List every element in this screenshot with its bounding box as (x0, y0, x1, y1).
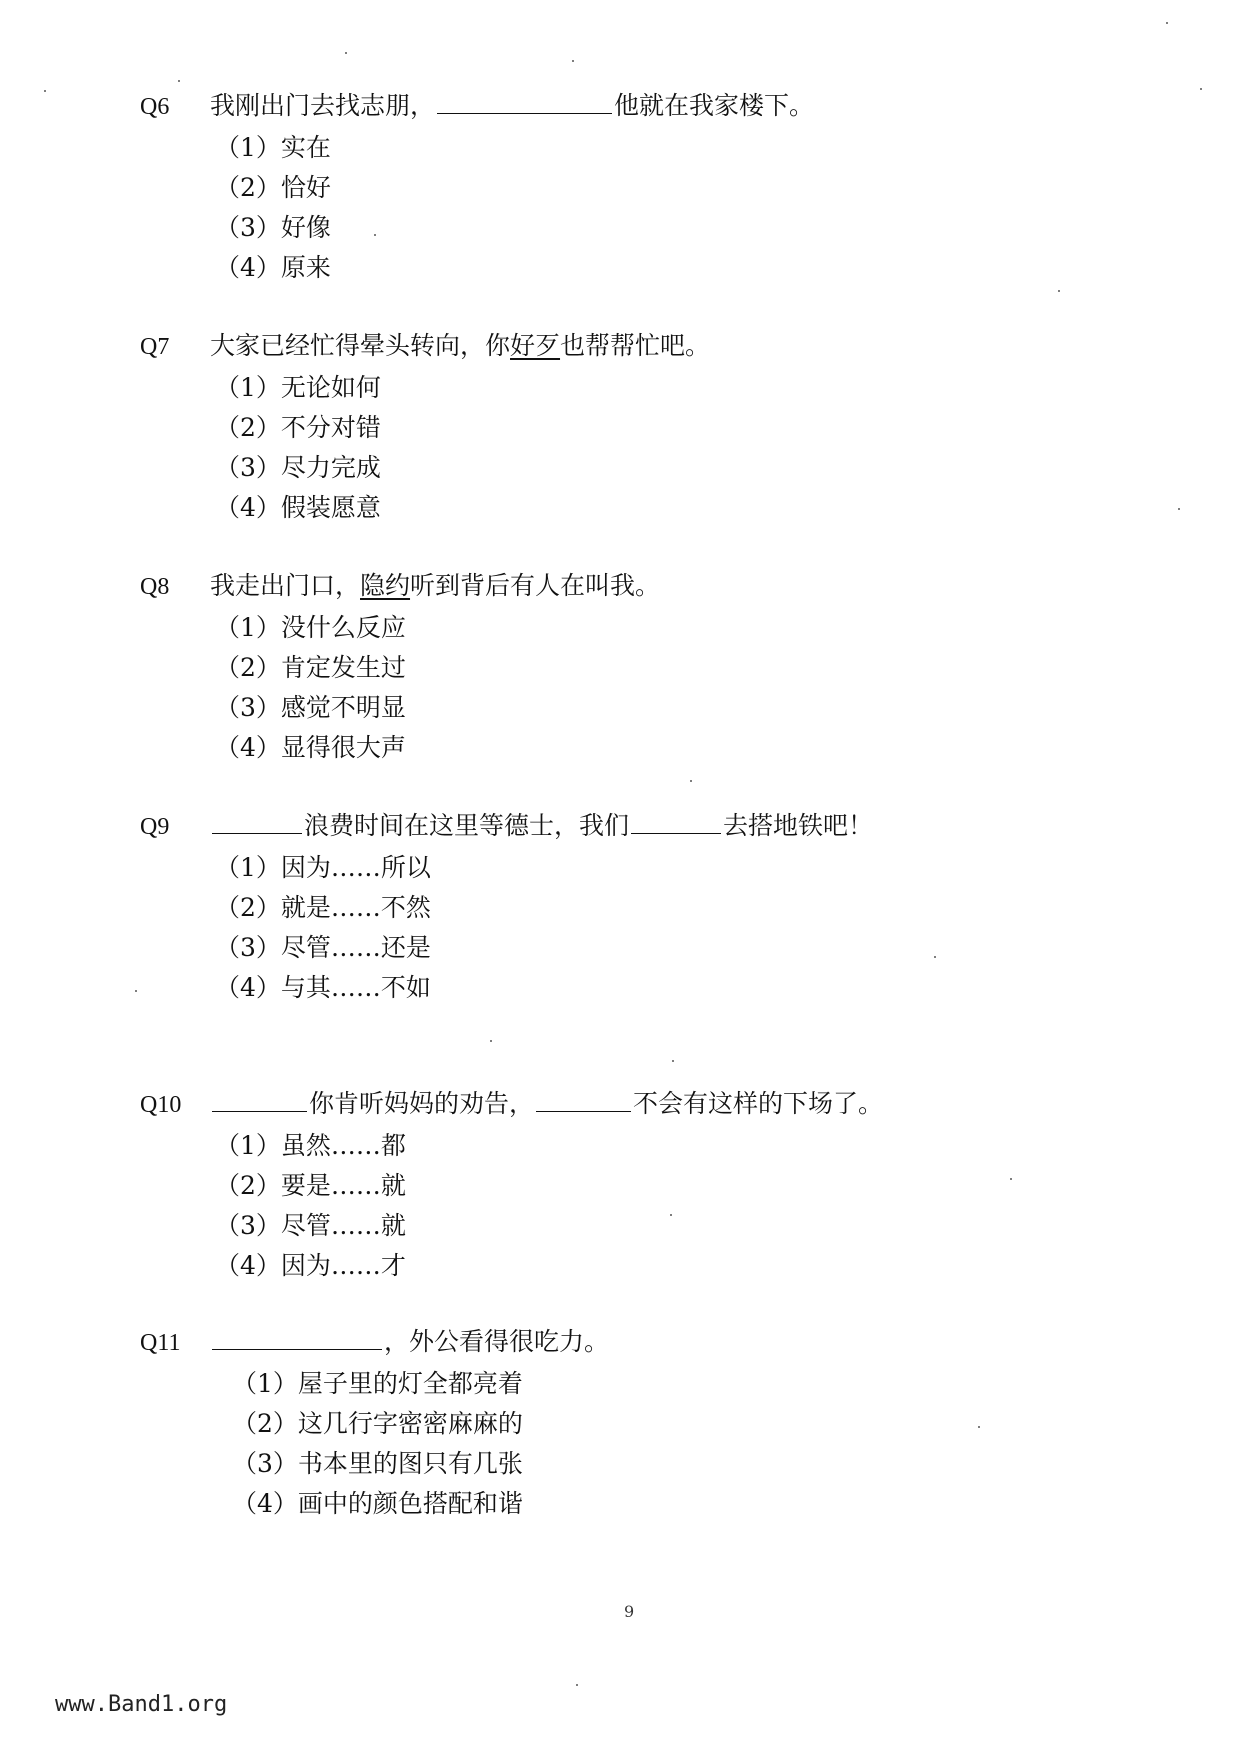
scan-speck (978, 1426, 980, 1428)
answer-blank (437, 91, 612, 115)
question-q10 (140, 1084, 1040, 1284)
question-text: 我走出门口，隐约听到背后有人在叫我。 (210, 571, 661, 600)
question-stem (140, 806, 1040, 846)
option-2: （2）不分对错 (215, 413, 381, 442)
option-4: （4）显得很大声 (215, 733, 406, 762)
question-text: 我刚出门去找志朋， 他就在我家楼下。 (210, 91, 815, 120)
answer-blank (536, 1089, 631, 1113)
option-4: （4）与其……不如 (215, 973, 431, 1002)
option-3: （3）好像 (215, 213, 331, 242)
option-list (215, 1124, 1040, 1284)
scan-speck (490, 1040, 492, 1042)
question-q11 (140, 1322, 1040, 1522)
scan-speck (576, 1684, 578, 1686)
question-stem (140, 1084, 1040, 1124)
question-text: 大家已经忙得晕头转向，你好歹也帮帮忙吧。 (210, 331, 711, 360)
question-number: Q11 (140, 1330, 181, 1356)
question-q7 (140, 326, 1040, 526)
scan-speck (135, 990, 137, 992)
option-3: （3）尽管……就 (215, 1211, 406, 1240)
question-number: Q9 (140, 814, 170, 840)
answer-blank (212, 1327, 382, 1351)
question-stem (140, 326, 1040, 366)
option-4: （4）画中的颜色搭配和谐 (232, 1489, 523, 1518)
question-number: Q6 (140, 94, 170, 120)
scan-speck (374, 234, 376, 236)
question-number: Q7 (140, 334, 170, 360)
option-4: （4）原来 (215, 253, 331, 282)
question-stem (140, 1322, 1040, 1362)
scan-speck (572, 60, 574, 62)
option-3: （3）尽管……还是 (215, 933, 431, 962)
footer-url: www.Band1.org (55, 1692, 228, 1717)
question-text: 你肯听妈妈的劝告， 不会有这样的下场了。 (210, 1084, 883, 1120)
option-1: （1）实在 (215, 133, 331, 162)
question-q9 (140, 806, 1040, 1006)
answer-blank (212, 1089, 307, 1113)
scan-speck (1178, 508, 1180, 510)
option-2: （2）就是……不然 (215, 893, 431, 922)
scan-speck (1200, 88, 1202, 90)
option-1: （1）虽然……都 (215, 1131, 406, 1160)
option-2: （2）恰好 (215, 173, 331, 202)
answer-blank (631, 811, 721, 835)
underlined-phrase: 好歹 (510, 331, 561, 360)
option-list (215, 606, 1040, 766)
option-1: （1）因为……所以 (215, 853, 431, 882)
option-2: （2）这几行字密密麻麻的 (232, 1409, 523, 1438)
question-q6 (140, 86, 1040, 286)
scan-speck (670, 1214, 672, 1216)
option-1: （1）屋子里的灯全都亮着 (232, 1369, 523, 1398)
scan-speck (1166, 22, 1168, 24)
option-3: （3）感觉不明显 (215, 693, 406, 722)
option-1: （1）没什么反应 (215, 613, 406, 642)
option-4: （4）假装愿意 (215, 493, 381, 522)
question-text: 浪费时间在这里等德士，我们 去搭地铁吧！ (210, 806, 873, 842)
question-number: Q10 (140, 1092, 182, 1118)
page-number: 9 (624, 1602, 635, 1621)
scan-speck (345, 52, 347, 54)
question-number: Q8 (140, 574, 170, 600)
scan-speck (690, 780, 692, 782)
option-list (232, 1362, 1040, 1522)
scan-speck (178, 80, 180, 82)
option-list (215, 366, 1040, 526)
option-1: （1）无论如何 (215, 373, 381, 402)
option-2: （2）要是……就 (215, 1171, 406, 1200)
scan-speck (1010, 1178, 1012, 1180)
answer-blank (212, 811, 302, 835)
option-3: （3）尽力完成 (215, 453, 381, 482)
underlined-phrase: 隐约 (360, 571, 411, 600)
option-2: （2）肯定发生过 (215, 653, 406, 682)
question-text: ，外公看得很吃力。 (210, 1322, 609, 1358)
option-list (215, 846, 1040, 1006)
question-stem (140, 566, 1040, 606)
question-q8 (140, 566, 1040, 766)
scan-speck (934, 956, 936, 958)
question-stem (140, 86, 1040, 126)
option-list (215, 126, 1040, 286)
scan-speck (44, 90, 46, 92)
scan-speck (1058, 290, 1060, 292)
option-3: （3）书本里的图只有几张 (232, 1449, 523, 1478)
scan-speck (672, 1060, 674, 1062)
option-4: （4）因为……才 (215, 1251, 406, 1280)
